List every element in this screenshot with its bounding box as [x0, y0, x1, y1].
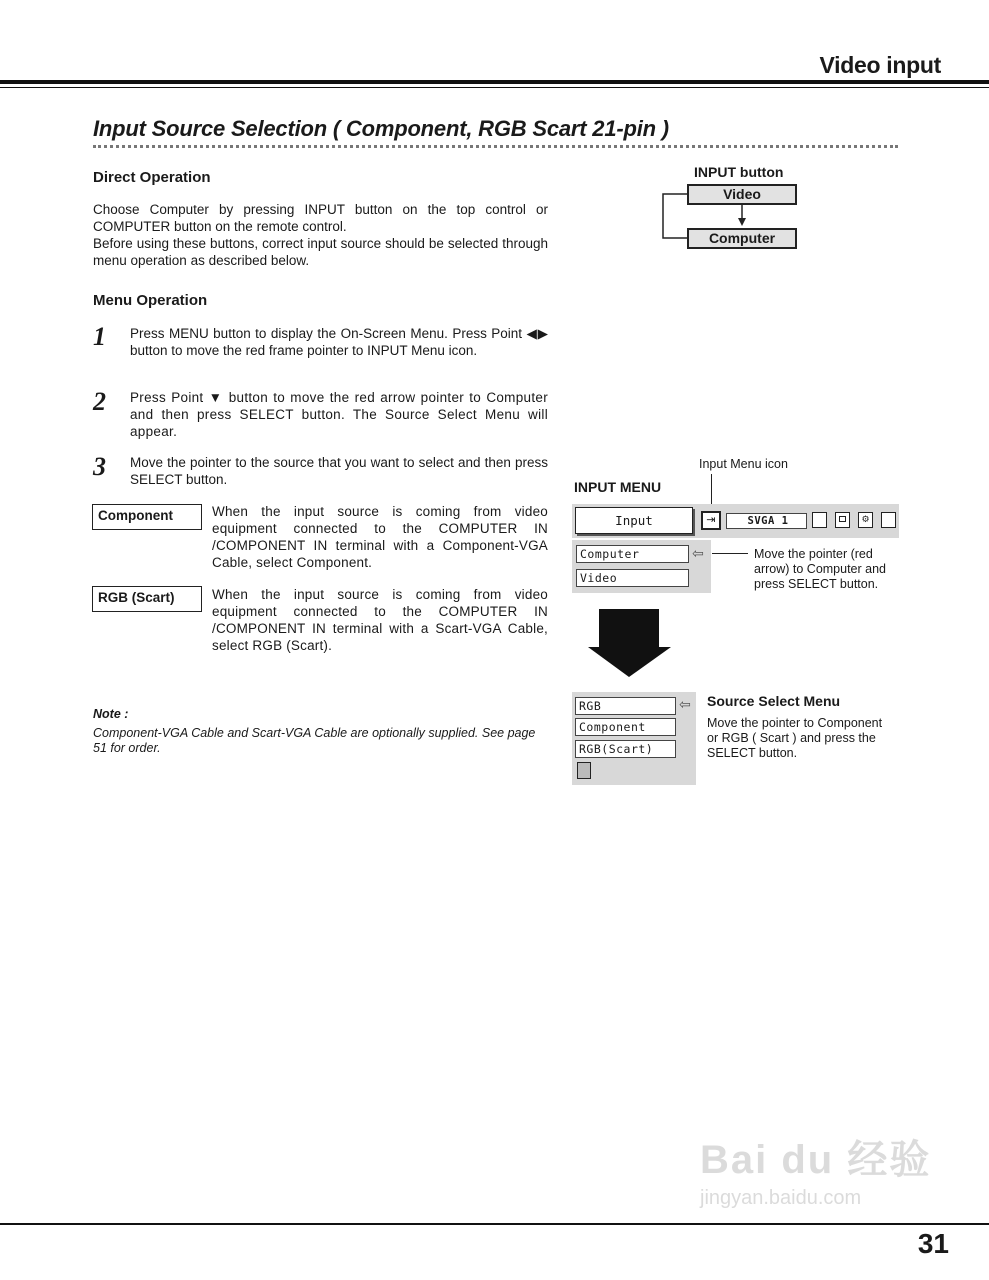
step-2-text: Press Point ▼ button to move the red arrow pointer to Computer and then press SELECT button. The Source Select Menu will appear.: [130, 390, 548, 439]
watermark-text: Bai du 经验: [700, 1138, 932, 1182]
direct-operation-para1: Choose Computer by pressing INPUT button on the top control or COMPUTER button on the remote control.: [93, 202, 548, 234]
input-menu-title: INPUT MENU: [574, 479, 662, 495]
watermark-url: jingyan.baidu.com: [700, 1187, 862, 1209]
page-number: 31: [917, 1228, 949, 1259]
source-item-rgb-scart[interactable]: RGB(Scart): [575, 740, 676, 758]
header-rule-thin: [0, 87, 989, 88]
source-item-component[interactable]: Component: [575, 718, 676, 736]
input-button-title: INPUT button: [694, 164, 784, 180]
input-button-computer: Computer: [687, 228, 797, 249]
image-menu-icon[interactable]: [835, 512, 850, 528]
page-title: Input Source Selection ( Component, RGB Scart 21-pin ): [93, 116, 669, 141]
component-description: When the input source is coming from video equipment connected to the COMPUTER IN /COMPONENT IN terminal with a Component-VGA Cable, select Component.: [212, 504, 548, 570]
input-menu-item-computer[interactable]: Computer: [576, 545, 689, 563]
source-select-caption: Move the pointer to Component or RGB ( Scart ) and press the SELECT button.: [707, 716, 883, 760]
step-3-text: Move the pointer to the source that you want to select and then press SELECT button.: [130, 455, 548, 487]
language-menu-icon[interactable]: [881, 512, 896, 528]
input-button-video: Video: [687, 184, 797, 205]
source-pointer-icon: ⇦: [679, 696, 691, 712]
input-menu-item-video[interactable]: Video: [576, 569, 689, 587]
icon-caption-leader: [711, 474, 712, 508]
signal-display: SVGA 1: [726, 513, 807, 529]
step-1-text: Press MENU button to display the On-Screen Menu. Press Point ◀▶ button to move the red frame pointer to INPUT Menu icon.: [130, 326, 548, 358]
rgb-scart-label: RGB (Scart): [92, 586, 202, 612]
input-menu-icon-caption: Input Menu icon: [699, 457, 788, 471]
header-rule: [0, 80, 989, 84]
settings-menu-icon[interactable]: ⚙: [858, 512, 873, 528]
menu-operation-heading: Menu Operation: [93, 292, 208, 309]
direct-operation-heading: Direct Operation: [93, 169, 211, 186]
direct-operation-para2: Before using these buttons, correct input source should be selected through menu operation as described below.: [93, 236, 548, 268]
baidu-watermark-logo: [700, 1128, 931, 1210]
source-item-rgb[interactable]: RGB: [575, 697, 676, 715]
input-menu-label: Input: [575, 507, 693, 534]
pointer-caption: Move the pointer (red arrow) to Computer and press SELECT button.: [754, 547, 887, 591]
down-arrow-icon: [588, 609, 674, 679]
input-cycle-arrows: [655, 190, 755, 245]
component-label: Component: [92, 504, 202, 530]
note-title: Note :: [93, 707, 129, 721]
section-title: Video input: [819, 52, 941, 78]
rgb-scart-description: When the input source is coming from video equipment connected to the COMPUTER IN /COMPONENT IN terminal with a Scart-VGA Cable, select RGB (Scart).: [212, 587, 548, 653]
pointer-caption-leader: [712, 553, 748, 554]
step-3-number: 3: [93, 452, 106, 481]
step-2-number: 2: [93, 387, 106, 416]
step-1-number: 1: [93, 322, 106, 351]
note-text: Component-VGA Cable and Scart-VGA Cable are optionally supplied. See page 51 for order.: [93, 726, 536, 755]
exit-door-icon[interactable]: [577, 762, 591, 779]
input-menu-icon[interactable]: ⇥: [701, 511, 721, 530]
footer-rule: [0, 1223, 989, 1225]
source-select-title: Source Select Menu: [707, 693, 841, 709]
red-arrow-pointer-icon: ⇦: [692, 545, 704, 561]
title-divider: [93, 145, 898, 148]
screen-menu-icon[interactable]: [812, 512, 827, 528]
